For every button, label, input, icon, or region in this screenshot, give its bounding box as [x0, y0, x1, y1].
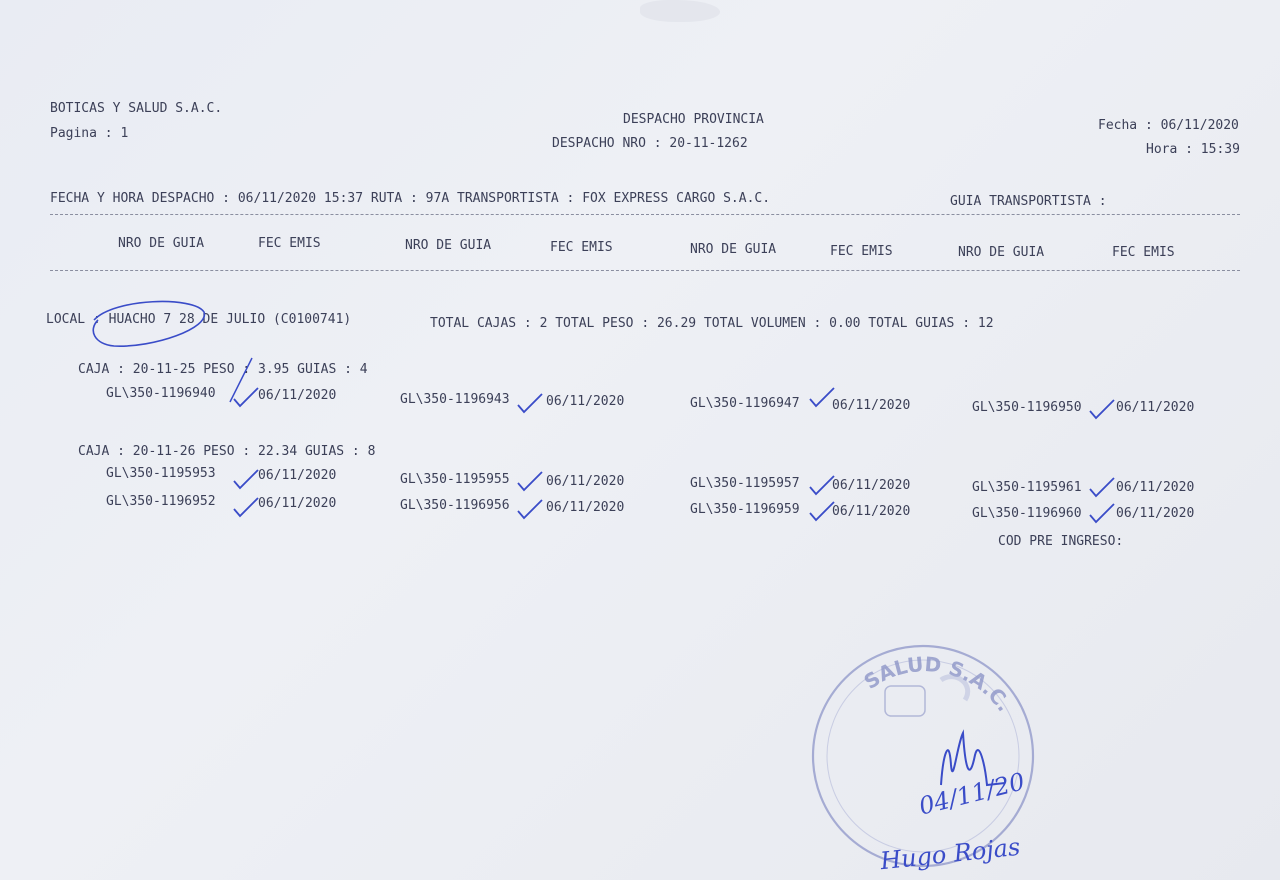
check-mark-icon — [1088, 398, 1116, 420]
date: Fecha : 06/11/2020 — [1098, 118, 1239, 133]
check-mark-icon — [232, 468, 260, 490]
box-header: CAJA : 20-11-26 PESO : 22.34 GUIAS : 8 — [78, 444, 376, 459]
guide-date: 06/11/2020 — [1116, 480, 1195, 495]
check-mark-icon — [516, 392, 544, 414]
column-header: NRO DE GUIA — [690, 242, 777, 257]
check-mark-icon — [808, 474, 836, 496]
guide-date: 06/11/2020 — [258, 468, 337, 483]
column-header: NRO DE GUIA — [958, 245, 1045, 260]
column-header: FEC EMIS — [830, 244, 893, 259]
guide-date: 06/11/2020 — [832, 478, 911, 493]
guide-number: GL\350-1195961 — [972, 480, 1082, 495]
dispatch-info: FECHA Y HORA DESPACHO : 06/11/2020 15:37 RUTA : 97A TRANSPORTISTA : FOX EXPRESS CARGO S.A.C. — [50, 191, 771, 206]
handwritten-date: 04/11/20 — [916, 767, 1028, 821]
guide-number: GL\350-1195953 — [106, 466, 216, 481]
dispatch-number: DESPACHO NRO : 20-11-1262 — [552, 136, 748, 151]
check-mark-icon — [232, 386, 260, 408]
local-name: LOCAL : HUACHO 7 28 DE JULIO (C0100741) — [46, 312, 352, 327]
local-totals: TOTAL CAJAS : 2 TOTAL PESO : 26.29 TOTAL VOLUMEN : 0.00 TOTAL GUIAS : 12 — [430, 316, 994, 331]
column-header: NRO DE GUIA — [118, 236, 205, 251]
divider-top — [50, 214, 1240, 215]
column-header: FEC EMIS — [1112, 245, 1175, 260]
guide-date: 06/11/2020 — [258, 496, 337, 511]
check-mark-icon — [232, 496, 260, 518]
guide-number: GL\350-1196959 — [690, 502, 800, 517]
check-mark-icon — [1088, 502, 1116, 524]
guide-number: GL\350-1195957 — [690, 476, 800, 491]
handwritten-name: Hugo Rojas — [878, 832, 1022, 876]
paper-fold-shadow — [640, 0, 720, 22]
column-header: FEC EMIS — [258, 236, 321, 251]
guide-number: GL\350-1196960 — [972, 506, 1082, 521]
svg-text:SALUD S.A.C. — [860, 652, 1017, 716]
column-header: NRO DE GUIA — [405, 238, 492, 253]
check-mark-icon — [808, 386, 836, 408]
document-title: DESPACHO PROVINCIA — [623, 112, 764, 127]
divider-bottom — [50, 270, 1240, 271]
guide-number: GL\350-1196950 — [972, 400, 1082, 415]
guide-date: 06/11/2020 — [1116, 400, 1195, 415]
guide-number: GL\350-1196956 — [400, 498, 510, 513]
check-mark-icon — [516, 498, 544, 520]
page-number: Pagina : 1 — [50, 126, 129, 141]
guide-number: GL\350-1196940 — [106, 386, 216, 401]
time: Hora : 15:39 — [1146, 142, 1240, 157]
guide-date: 06/11/2020 — [258, 388, 337, 403]
guide-number: GL\350-1196952 — [106, 494, 216, 509]
guide-date: 06/11/2020 — [832, 504, 911, 519]
guide-date: 06/11/2020 — [546, 394, 625, 409]
box-header: CAJA : 20-11-25 PESO : 3.95 GUIAS : 4 — [78, 362, 368, 377]
stamp-text: SALUD S.A.C. — [859, 651, 1017, 716]
guide-number: GL\350-1195955 — [400, 472, 510, 487]
guia-transportista: GUIA TRANSPORTISTA : — [950, 194, 1107, 209]
guide-date: 06/11/2020 — [546, 500, 625, 515]
guide-date: 06/11/2020 — [832, 398, 911, 413]
guide-date: 06/11/2020 — [1116, 506, 1195, 521]
guide-number: GL\350-1196943 — [400, 392, 510, 407]
cod-pre-ingreso: COD PRE INGRESO: — [998, 534, 1124, 549]
check-mark-icon — [808, 500, 836, 522]
guide-date: 06/11/2020 — [546, 474, 625, 489]
guide-number: GL\350-1196947 — [690, 396, 800, 411]
column-header: FEC EMIS — [550, 240, 613, 255]
check-mark-icon — [516, 470, 544, 492]
ink-circle-mark — [84, 290, 214, 360]
company-name: BOTICAS Y SALUD S.A.C. — [50, 101, 223, 116]
check-mark-icon — [1088, 476, 1116, 498]
